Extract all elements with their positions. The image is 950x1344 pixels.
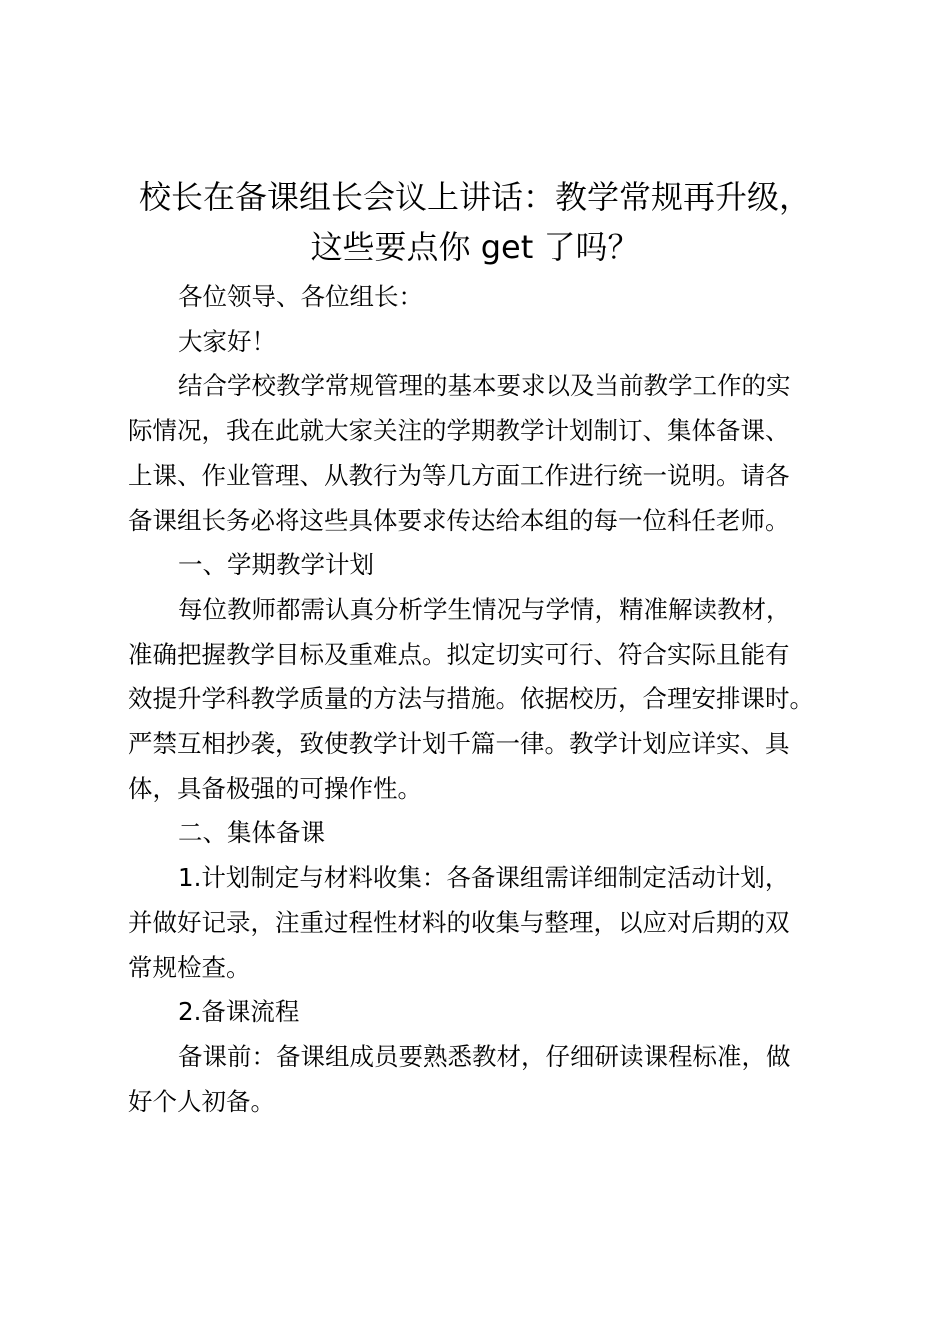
paragraph-salutation (128, 275, 840, 320)
document-body (128, 275, 840, 1124)
text-line: 2.备课流程 (178, 997, 300, 1027)
text-line: 际情况，我在此就大家关注的学期教学计划制订、集体备课、 (128, 416, 790, 446)
text-line: 效提升学科教学质量的方法与措施。依据校历，合理安排课时。 (128, 684, 814, 714)
paragraph-item-1 (128, 856, 840, 990)
paragraph-section-1 (128, 588, 840, 812)
document-title (110, 172, 840, 272)
paragraph-item-2 (128, 990, 840, 1035)
text-line: 备课前：备课组成员要熟悉教材，仔细研读课程标准，做 (178, 1041, 791, 1071)
text-line: 准确把握教学目标及重难点。拟定切实可行、符合实际且能有 (128, 639, 790, 669)
text-line: 二、集体备课 (178, 818, 325, 848)
title-line-2: 这些要点你 get 了吗？ (310, 228, 640, 266)
text-line: 1.计划制定与材料收集：各备课组需详细制定活动计划， (178, 863, 790, 893)
text-line: 大家好！ (178, 326, 276, 356)
section-heading-2 (128, 811, 840, 856)
paragraph-before-prep (128, 1035, 840, 1124)
text-line: 体，具备极强的可操作性。 (128, 773, 422, 803)
text-line: 备课组长务必将这些具体要求传达给本组的每一位科任老师。 (128, 505, 790, 535)
text-line: 各位领导、各位组长： (178, 282, 423, 311)
text-line: 严禁互相抄袭，致使教学计划千篇一律。教学计划应详实、具 (128, 729, 790, 759)
paragraph-intro (128, 364, 840, 543)
section-heading-1 (128, 543, 840, 588)
paragraph-greeting (128, 320, 840, 365)
title-line-1: 校长在备课组长会议上讲话：教学常规再升级， (138, 178, 811, 216)
text-line: 上课、作业管理、从教行为等几方面工作进行统一说明。请各 (128, 460, 790, 490)
text-line: 常规检查。 (128, 952, 251, 982)
text-line: 结合学校教学常规管理的基本要求以及当前教学工作的实 (178, 371, 791, 401)
text-line: 好个人初备。 (128, 1086, 275, 1116)
text-line: 一、学期教学计划 (178, 550, 374, 580)
text-line: 并做好记录，注重过程性材料的收集与整理，以应对后期的双 (128, 907, 790, 937)
text-line: 每位教师都需认真分析学生情况与学情，精准解读教材， (178, 594, 791, 624)
